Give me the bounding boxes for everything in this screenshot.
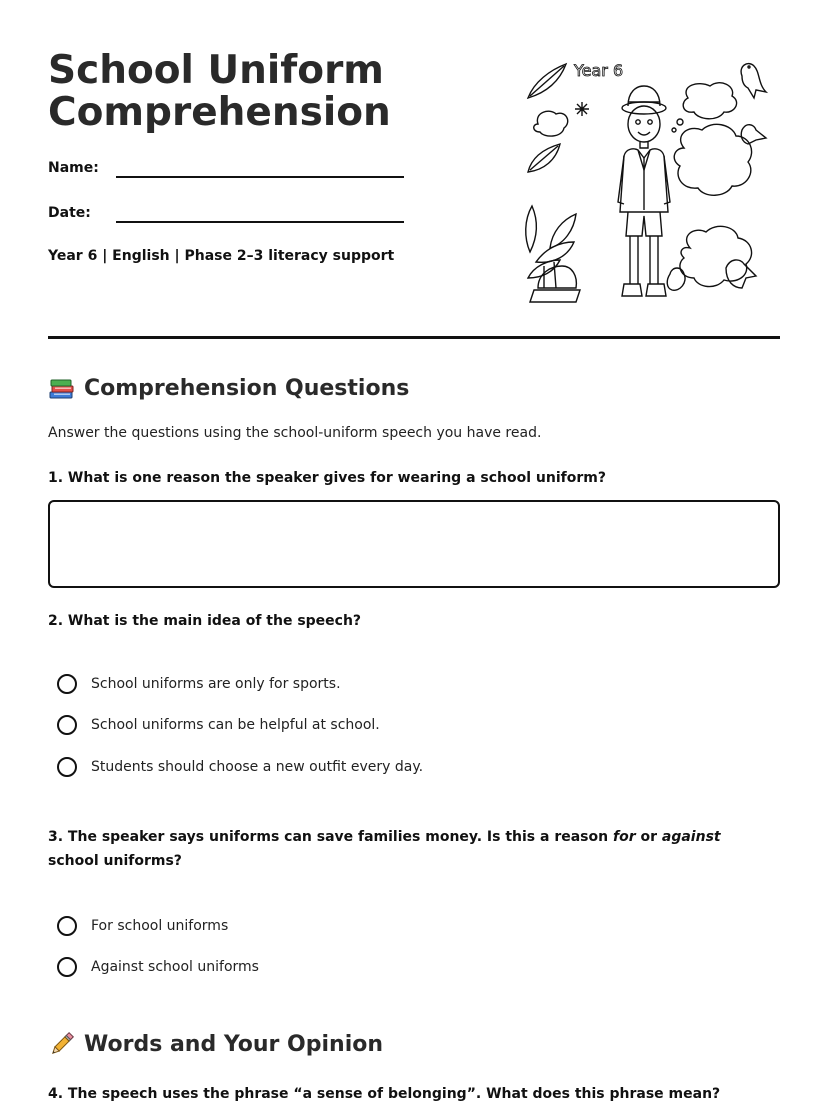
q3-text-end: school uniforms? bbox=[48, 853, 182, 869]
radio-button[interactable] bbox=[57, 916, 77, 936]
pencil-icon bbox=[48, 1030, 76, 1058]
date-field-row bbox=[48, 203, 404, 223]
name-field-row bbox=[48, 158, 404, 178]
q3-for-word: for bbox=[612, 829, 636, 845]
option-label: For school uniforms bbox=[91, 918, 229, 934]
art-year-label: Year 6 bbox=[574, 61, 624, 80]
date-label: Date: bbox=[48, 205, 91, 221]
option-label: Against school uniforms bbox=[91, 959, 259, 975]
section-heading-text: Words and Your Opinion bbox=[84, 1031, 384, 1057]
title-line-1: School Uniform bbox=[48, 48, 384, 93]
answer-box-q1[interactable] bbox=[48, 500, 780, 588]
q2-option-1[interactable] bbox=[57, 674, 341, 694]
question-3 bbox=[48, 825, 748, 873]
radio-button[interactable] bbox=[57, 757, 77, 777]
question-4: 4. The speech uses the phrase “a sense of belonging”. What does this phrase mean? bbox=[48, 1086, 721, 1102]
q3-option-1[interactable] bbox=[57, 916, 228, 936]
instructions-text: Answer the questions using the school-uniform speech you have read. bbox=[48, 425, 542, 441]
question-2: 2. What is the main idea of the speech? bbox=[48, 613, 362, 629]
q3-text-start: 3. The speaker says uniforms can save families money. Is this a reason bbox=[48, 829, 613, 845]
q2-option-3[interactable] bbox=[57, 757, 423, 777]
uniform-boy-illustration bbox=[520, 52, 772, 310]
section-heading-comprehension bbox=[48, 374, 409, 402]
option-label: School uniforms are only for sports. bbox=[91, 676, 341, 692]
page-title bbox=[48, 50, 488, 134]
q3-or-word: or bbox=[635, 829, 662, 845]
name-write-line[interactable] bbox=[116, 158, 404, 178]
date-write-line[interactable] bbox=[116, 203, 404, 223]
q2-option-2[interactable] bbox=[57, 715, 380, 735]
title-line-2: Comprehension bbox=[48, 90, 391, 135]
q3-against-word: against bbox=[661, 829, 721, 845]
header-divider bbox=[48, 336, 780, 339]
option-label: School uniforms can be helpful at school. bbox=[91, 717, 380, 733]
class-info: Year 6 | English | Phase 2–3 literacy support bbox=[48, 248, 395, 264]
radio-button[interactable] bbox=[57, 715, 77, 735]
radio-button[interactable] bbox=[57, 674, 77, 694]
question-1: 1. What is one reason the speaker gives for wearing a school uniform? bbox=[48, 470, 606, 486]
q3-option-2[interactable] bbox=[57, 957, 259, 977]
option-label: Students should choose a new outfit every day. bbox=[91, 759, 424, 775]
books-icon bbox=[48, 374, 76, 402]
name-label: Name: bbox=[48, 160, 99, 176]
radio-button[interactable] bbox=[57, 957, 77, 977]
section-heading-text: Comprehension Questions bbox=[84, 375, 410, 401]
section-heading-words bbox=[48, 1030, 383, 1058]
